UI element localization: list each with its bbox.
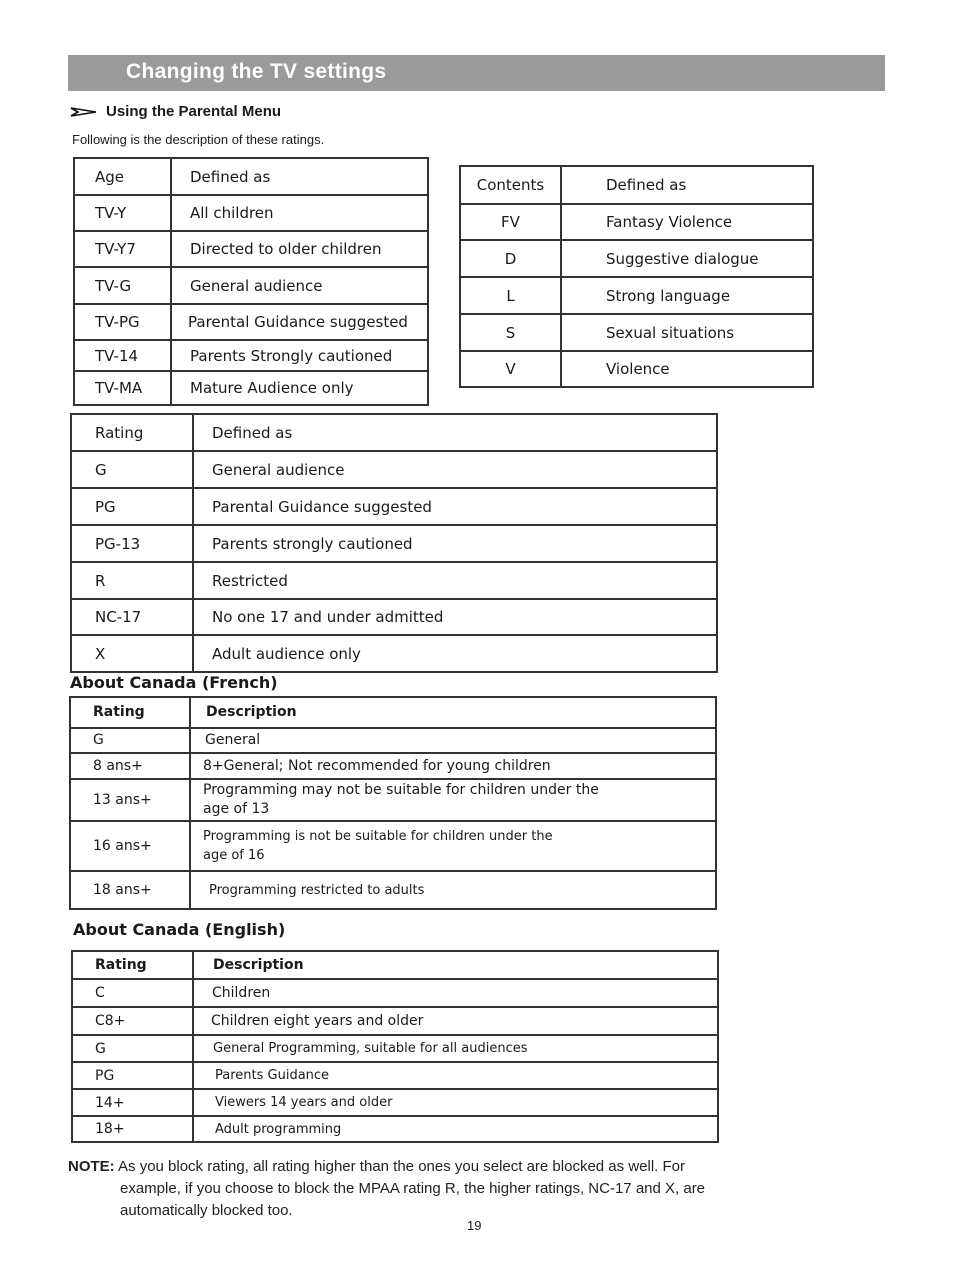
table-row bbox=[71, 488, 717, 525]
content-code-cell: D bbox=[460, 240, 561, 277]
definition-cell: All children bbox=[171, 195, 428, 231]
note-block bbox=[68, 1156, 768, 1222]
contents-ratings-table bbox=[459, 165, 814, 388]
rating-cell: 8 ans+ bbox=[70, 753, 190, 779]
rating-cell: X bbox=[71, 635, 193, 672]
rating-cell: 14+ bbox=[72, 1089, 193, 1116]
rating-cell: PG-13 bbox=[71, 525, 193, 562]
age-ratings-table bbox=[73, 157, 429, 406]
table-header-row bbox=[70, 697, 716, 728]
definition-cell: Violence bbox=[561, 351, 813, 387]
table-row bbox=[71, 635, 717, 672]
definition-cell: No one 17 and under admitted bbox=[193, 599, 717, 635]
rating-cell: G bbox=[71, 451, 193, 488]
table-row bbox=[460, 277, 813, 314]
table-row bbox=[72, 1116, 718, 1142]
table-row bbox=[71, 451, 717, 488]
table-row bbox=[72, 1062, 718, 1089]
table-header-row bbox=[74, 158, 428, 195]
table-row bbox=[71, 599, 717, 635]
rating-cell: G bbox=[70, 728, 190, 753]
description-cell: Programming restricted to adults bbox=[190, 871, 716, 909]
table-row bbox=[460, 204, 813, 240]
table-header-cell: Description bbox=[193, 951, 718, 979]
table-header-cell: Rating bbox=[70, 697, 190, 728]
note-line: automatically blocked too. bbox=[120, 1202, 293, 1219]
rating-cell: TV-14 bbox=[74, 340, 171, 371]
description-cell: Children bbox=[193, 979, 718, 1007]
rating-cell: R bbox=[71, 562, 193, 599]
description-cell: 8+General; Not recommended for young children bbox=[190, 753, 716, 779]
definition-cell: Parental Guidance suggested bbox=[193, 488, 717, 525]
table-row bbox=[72, 979, 718, 1007]
canada-english-heading: About Canada (English) bbox=[73, 920, 286, 939]
rating-cell: NC-17 bbox=[71, 599, 193, 635]
note-label: NOTE: bbox=[68, 1158, 115, 1175]
table-row bbox=[74, 195, 428, 231]
definition-cell: General audience bbox=[193, 451, 717, 488]
definition-cell: Fantasy Violence bbox=[561, 204, 813, 240]
table-header-cell: Description bbox=[190, 697, 716, 728]
table-row bbox=[74, 267, 428, 304]
table-header-cell: Defined as bbox=[171, 158, 428, 195]
table-header-cell: Defined as bbox=[561, 166, 813, 204]
rating-cell: TV-G bbox=[74, 267, 171, 304]
definition-cell: Restricted bbox=[193, 562, 717, 599]
table-row bbox=[70, 821, 716, 871]
canada-french-table bbox=[69, 696, 717, 910]
table-header-cell: Age bbox=[74, 158, 171, 195]
rating-cell: C bbox=[72, 979, 193, 1007]
rating-cell: TV-Y bbox=[74, 195, 171, 231]
description-cell: Programming is not be suitable for children under the age of 16 bbox=[190, 821, 716, 871]
rating-cell: TV-MA bbox=[74, 371, 171, 405]
table-row bbox=[74, 340, 428, 371]
rating-cell: TV-PG bbox=[74, 304, 171, 340]
rating-cell: PG bbox=[71, 488, 193, 525]
section-subheading bbox=[70, 103, 281, 120]
content-code-cell: V bbox=[460, 351, 561, 387]
table-row bbox=[70, 753, 716, 779]
table-row bbox=[460, 240, 813, 277]
rating-cell: C8+ bbox=[72, 1007, 193, 1035]
definition-cell: Adult audience only bbox=[193, 635, 717, 672]
content-code-cell: FV bbox=[460, 204, 561, 240]
table-row bbox=[74, 231, 428, 267]
content-code-cell: L bbox=[460, 277, 561, 314]
table-row bbox=[70, 728, 716, 753]
description-cell: Viewers 14 years and older bbox=[193, 1089, 718, 1116]
table-row bbox=[70, 779, 716, 821]
definition-cell: Strong language bbox=[561, 277, 813, 314]
table-header-row bbox=[460, 166, 813, 204]
mpaa-ratings-table bbox=[70, 413, 718, 673]
description-cell: Programming may not be suitable for children under the age of 13 bbox=[190, 779, 716, 821]
definition-cell: Mature Audience only bbox=[171, 371, 428, 405]
description-cell: Parents Guidance bbox=[193, 1062, 718, 1089]
definition-cell: Sexual situations bbox=[561, 314, 813, 351]
page-number: 19 bbox=[467, 1218, 482, 1233]
definition-cell: Parents strongly cautioned bbox=[193, 525, 717, 562]
rating-cell: 18+ bbox=[72, 1116, 193, 1142]
table-row bbox=[460, 351, 813, 387]
rating-cell: 13 ans+ bbox=[70, 779, 190, 821]
table-row bbox=[72, 1035, 718, 1062]
table-header-cell: Rating bbox=[72, 951, 193, 979]
table-row bbox=[72, 1007, 718, 1035]
description-cell: Children eight years and older bbox=[193, 1007, 718, 1035]
table-header-row bbox=[71, 414, 717, 451]
rating-cell: 16 ans+ bbox=[70, 821, 190, 871]
definition-cell: Parents Strongly cautioned bbox=[171, 340, 428, 371]
definition-cell: General audience bbox=[171, 267, 428, 304]
definition-cell: Directed to older children bbox=[171, 231, 428, 267]
arrow-right-icon bbox=[70, 106, 98, 118]
table-row bbox=[70, 871, 716, 909]
canada-french-heading: About Canada (French) bbox=[70, 673, 278, 692]
subheading-text: Using the Parental Menu bbox=[106, 103, 282, 120]
table-row bbox=[71, 525, 717, 562]
table-header-cell: Contents bbox=[460, 166, 561, 204]
description-cell: General Programming, suitable for all audiences bbox=[193, 1035, 718, 1062]
rating-cell: 18 ans+ bbox=[70, 871, 190, 909]
table-header-cell: Defined as bbox=[193, 414, 717, 451]
intro-text: Following is the description of these ratings. bbox=[72, 132, 325, 147]
definition-cell: Suggestive dialogue bbox=[561, 240, 813, 277]
table-row bbox=[74, 371, 428, 405]
description-cell: Adult programming bbox=[193, 1116, 718, 1142]
canada-english-table bbox=[71, 950, 719, 1143]
table-row bbox=[460, 314, 813, 351]
definition-cell: Parental Guidance suggested bbox=[171, 304, 428, 340]
table-row bbox=[74, 304, 428, 340]
table-header-cell: Rating bbox=[71, 414, 193, 451]
table-header-row bbox=[72, 951, 718, 979]
table-row bbox=[72, 1089, 718, 1116]
table-row bbox=[71, 562, 717, 599]
note-line: As you block rating, all rating higher than the ones you select are blocked as well. For bbox=[118, 1158, 685, 1175]
description-cell: General bbox=[190, 728, 716, 753]
rating-cell: PG bbox=[72, 1062, 193, 1089]
rating-cell: TV-Y7 bbox=[74, 231, 171, 267]
rating-cell: G bbox=[72, 1035, 193, 1062]
content-code-cell: S bbox=[460, 314, 561, 351]
page-title: Changing the TV settings bbox=[126, 60, 387, 83]
header-bar bbox=[68, 55, 885, 91]
note-line: example, if you choose to block the MPAA rating R, the higher ratings, NC-17 and X, are bbox=[120, 1180, 706, 1197]
